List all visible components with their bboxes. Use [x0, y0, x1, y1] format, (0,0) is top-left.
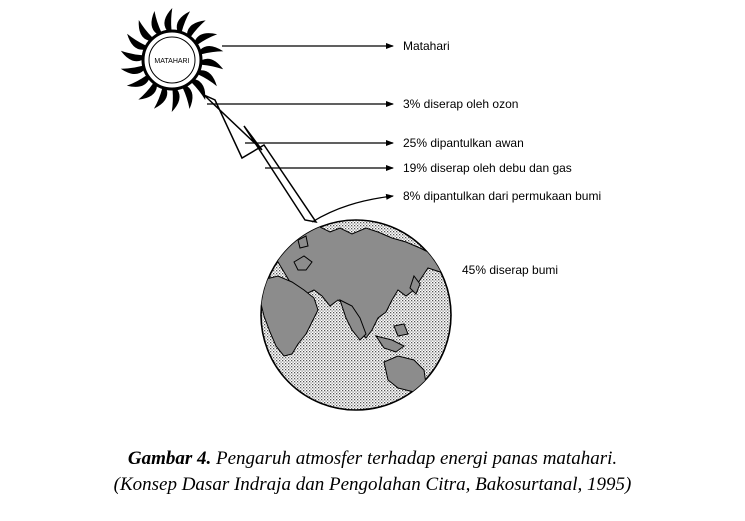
figure-number: Gambar 4. — [127, 448, 212, 469]
figure-source: (Konsep Dasar Indraja dan Pengolahan Citra, Bakosurtanal, 1995) — [113, 474, 632, 495]
sun-label: MATAHARI — [154, 58, 190, 65]
sun-ray — [183, 86, 193, 109]
sun-ray — [192, 79, 206, 100]
figure-title: Pengaruh atmosfer terhadap energi panas matahari. — [216, 448, 618, 469]
sun-ray — [139, 20, 153, 41]
label-permukaan: 8% dipantulkan dari permukaan bumi — [403, 189, 602, 203]
label-awan: 25% dipantulkan awan — [403, 136, 524, 150]
sun-ray — [121, 66, 144, 74]
sun-ray — [200, 46, 223, 54]
sun-ray — [172, 90, 180, 112]
sun-ray — [202, 59, 224, 70]
label-ozon: 3% diserap oleh ozon — [403, 97, 519, 111]
sun-ray — [121, 51, 143, 62]
earth-globe — [260, 220, 451, 410]
sun-ray — [164, 8, 172, 30]
label-matahari: Matahari — [403, 39, 450, 53]
sun-ray — [154, 88, 167, 108]
arrow-permukaan — [312, 196, 393, 222]
sun-ray — [177, 11, 190, 31]
sun-ray — [151, 11, 161, 34]
sun-ray — [127, 75, 149, 86]
radiation-bolt — [204, 95, 316, 222]
figure-caption — [0, 448, 745, 470]
label-bumi: 45% diserap bumi — [462, 263, 559, 277]
label-debu: 19% diserap oleh debu dan gas — [403, 161, 572, 175]
sun-ray — [195, 33, 217, 44]
